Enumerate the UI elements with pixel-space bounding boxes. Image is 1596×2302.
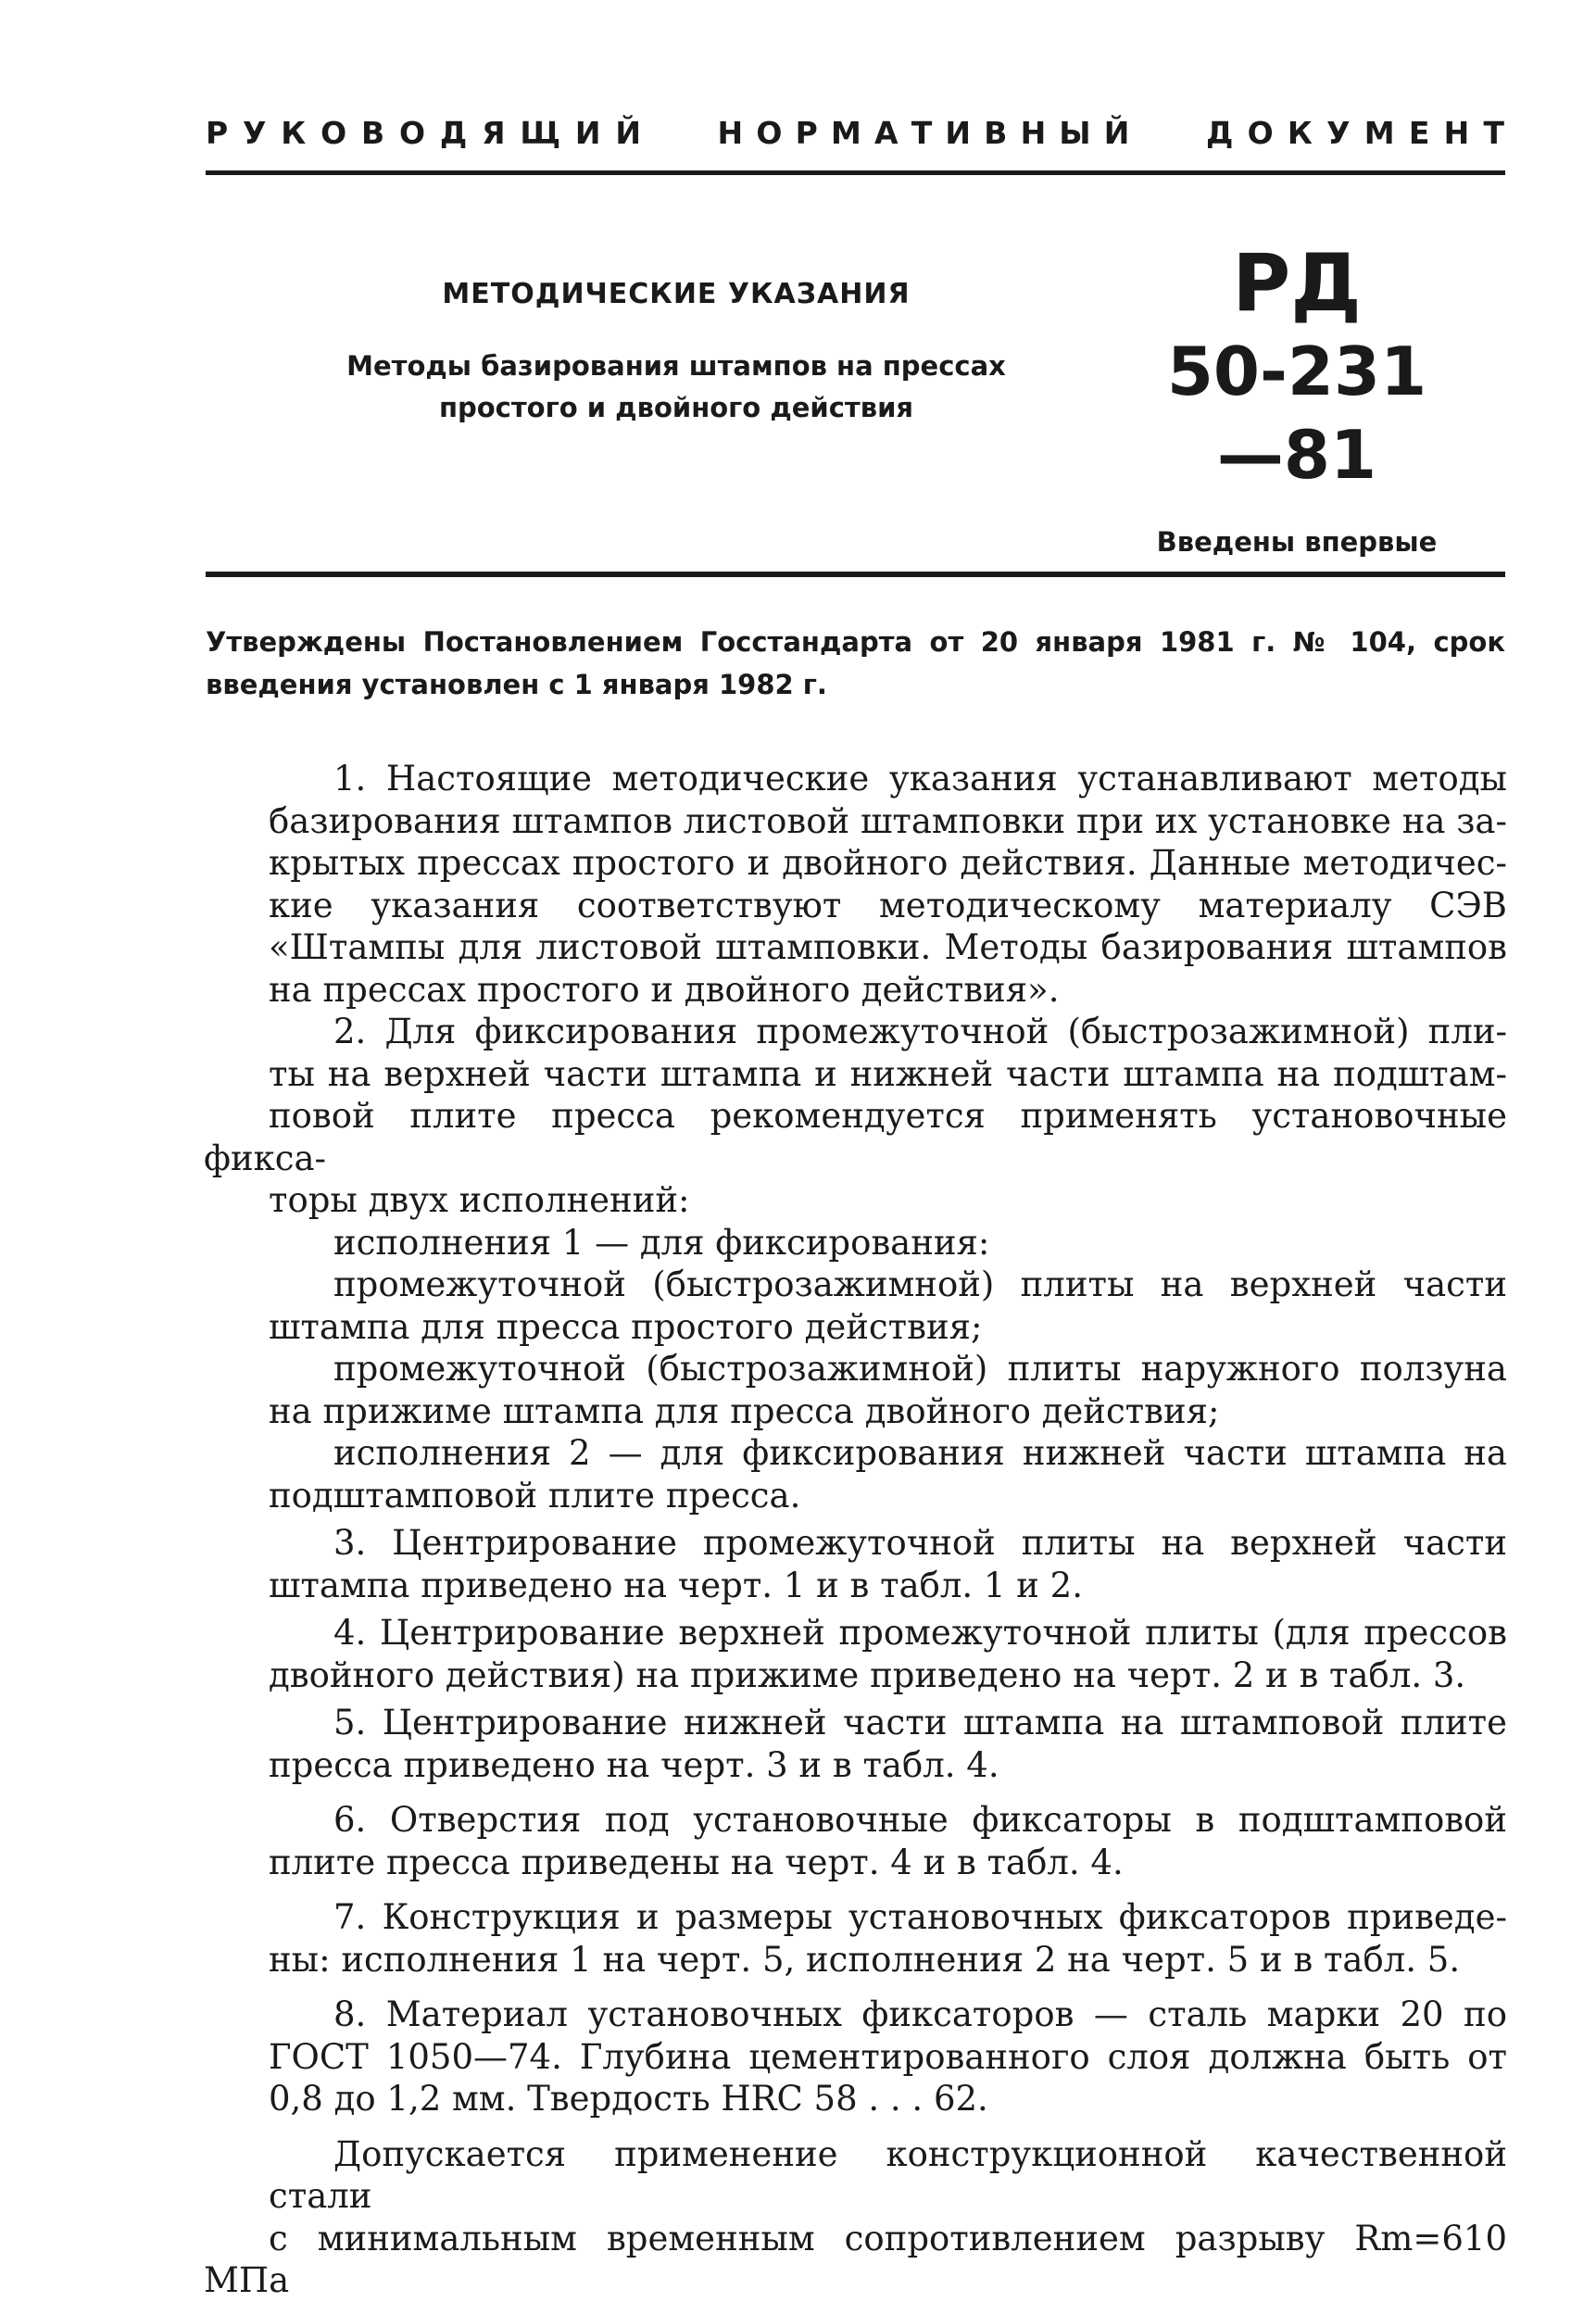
text-line: ГОСТ 1050—74. Глубина цементированного слоя должна быть от [269,2036,1507,2077]
text-line: штампа приведено на черт. 1 и в табл. 1 и 2. [269,1565,1083,1605]
text-line: 7. Конструкция и размеры установочных фиксаторов приведе- [333,1897,1507,1937]
banner-letter: О [320,115,347,151]
banner-letter: К [281,115,307,151]
top-divider [206,170,1505,175]
paragraph-7 [204,1896,1507,1981]
paragraph-1 [204,758,1507,1011]
text-line: 5. Центрирование нижней части штампа на штамповой плите [333,1703,1507,1742]
banner-letter: Й [615,115,641,151]
text-line: 8. Материал установочных фиксаторов — сталь марки 20 по [333,1994,1507,2034]
document-title [315,346,1037,429]
text-line: на прижиме штампа для пресса двойного действия; [269,1390,1220,1431]
text-line: исполнения 2 — для фиксирования нижней части штампа на [333,1433,1507,1473]
banner-letter: Д [439,115,468,151]
banner-word-2 [718,115,1130,151]
paragraph-2-variant-1-item-a [204,1264,1507,1348]
banner-letter: У [243,115,267,151]
text-line: двойного действия) на прижиме приведено на черт. 2 и в табл. 3. [269,1654,1466,1695]
text-line: штампа для пресса простого действия; [269,1306,983,1347]
paragraph-6 [204,1799,1507,1883]
variant-1-heading: исполнения 1 — для фиксирования: [333,1222,990,1263]
paragraph-2 [204,1011,1507,1222]
banner-letter: В [361,115,385,151]
title-line-1: Методы базирования штампов на прессах [346,350,1006,382]
paragraph-5 [204,1702,1507,1786]
document-body [204,758,1507,2302]
paragraph-3 [204,1522,1507,1606]
middle-divider [206,572,1505,577]
banner-letter: В [984,115,1008,151]
document-number: 50-231—81 [1166,333,1427,494]
document-kind: МЕТОДИЧЕСКИЕ УКАЗАНИЯ [442,278,911,310]
banner-letter: Я [482,115,506,151]
text-line: 0,8 до 1,2 мм. Твердость HRC 58 . . . 62. [269,2079,988,2119]
banner-letter: Т [1483,115,1504,151]
banner-letter: М [830,115,861,151]
document-designation [1144,239,1450,558]
banner-letter: Н [717,115,744,151]
text-line: подштамповой плите пресса. [269,1475,801,1516]
document-heading [278,278,1037,429]
paragraph-4 [204,1612,1507,1696]
document-code: РД [1232,237,1362,330]
text-line: 1. Настоящие методические указания устанавливают методы [333,759,1507,799]
banner-letter: М [1364,115,1395,151]
paragraph-2-variant-1 [204,1222,1507,1264]
paragraph-8 [204,1994,1507,2120]
text-line: Допускается применение конструкционной качественной стали [269,2133,1507,2216]
banner-letter: Е [1408,115,1430,151]
banner-word-1 [206,115,641,151]
approval-line-1: Утверждены Постановлением Госстандарта от 20 января 1981 г. № 104, срок [206,626,1505,658]
banner-letter: Т [911,115,933,151]
text-line: 3. Центрирование промежуточной плиты на верхней части [333,1523,1507,1563]
banner-letter: Д [1206,115,1234,151]
banner-letter: Щ [520,115,561,151]
text-line: ны: исполнения 1 на черт. 5, исполнения 2 на черт. 5 и в табл. 5. [269,1939,1461,1980]
approval-line-2: введения установлен с 1 января 1982 г. [206,669,827,700]
banner-letter: О [756,115,783,151]
banner-letter: К [1287,115,1313,151]
text-line: повой плите пресса рекомендуется применять установочные фикса- [204,1096,1507,1178]
text-line: ты на верхней части штампа и нижней части штампа на подштам- [269,1053,1507,1094]
text-line: плите пресса приведены на черт. 4 и в табл. 4. [269,1842,1124,1882]
banner-letter: И [574,115,601,151]
paragraph-9 [204,2133,1507,2302]
text-line: на прессах простого и двойного действия». [269,969,1060,1010]
text-line: кие указания соответствуют методическому материалу СЭВ [269,885,1507,925]
banner-letter: Р [206,115,229,151]
text-line: 2. Для фиксирования промежуточной (быстрозажимной) пли- [333,1012,1507,1051]
banner-letter: Н [1020,115,1047,151]
text-line: пресса приведено на черт. 3 и в табл. 4. [269,1744,999,1785]
banner-letter: А [873,115,899,151]
text-line: базирования штампов листовой штамповки при их установке на за- [269,800,1507,841]
text-line: с минимальным временным сопротивлением разрыву Rm=610 МПа [204,2218,1507,2300]
banner-letter: У [1326,115,1351,151]
text-line: торы двух исполнений: [269,1180,690,1220]
paragraph-2-variant-2 [204,1432,1507,1516]
text-line: крытых прессах простого и двойного действия. Данные методичес- [269,843,1507,883]
text-line: промежуточной (быстрозажимной) плиты наружного ползуна [333,1349,1507,1389]
banner-letter: Р [795,115,818,151]
banner-letter: Ы [1059,115,1091,151]
document-type-banner [206,115,1504,151]
introduction-note: Введены впервые [1156,526,1438,558]
banner-letter: И [945,115,972,151]
text-line: «Штампы для листовой штамповки. Методы базирования штампов [269,927,1507,967]
banner-word-3 [1206,115,1504,151]
text-line: 6. Отверстия под установочные фиксаторы в подштамповой [333,1800,1507,1840]
banner-letter: О [398,115,426,151]
banner-letter: Й [1103,115,1130,151]
banner-letter: Н [1443,115,1470,151]
text-line: промежуточной (быстрозажимной) плиты на верхней части [333,1264,1507,1304]
title-line-2: простого и двойного действия [438,392,914,423]
approval-statement [206,621,1505,706]
banner-letter: О [1247,115,1274,151]
paragraph-2-variant-1-item-b [204,1348,1507,1432]
text-line: 4. Центрирование верхней промежуточной плиты (для прессов [333,1613,1507,1653]
